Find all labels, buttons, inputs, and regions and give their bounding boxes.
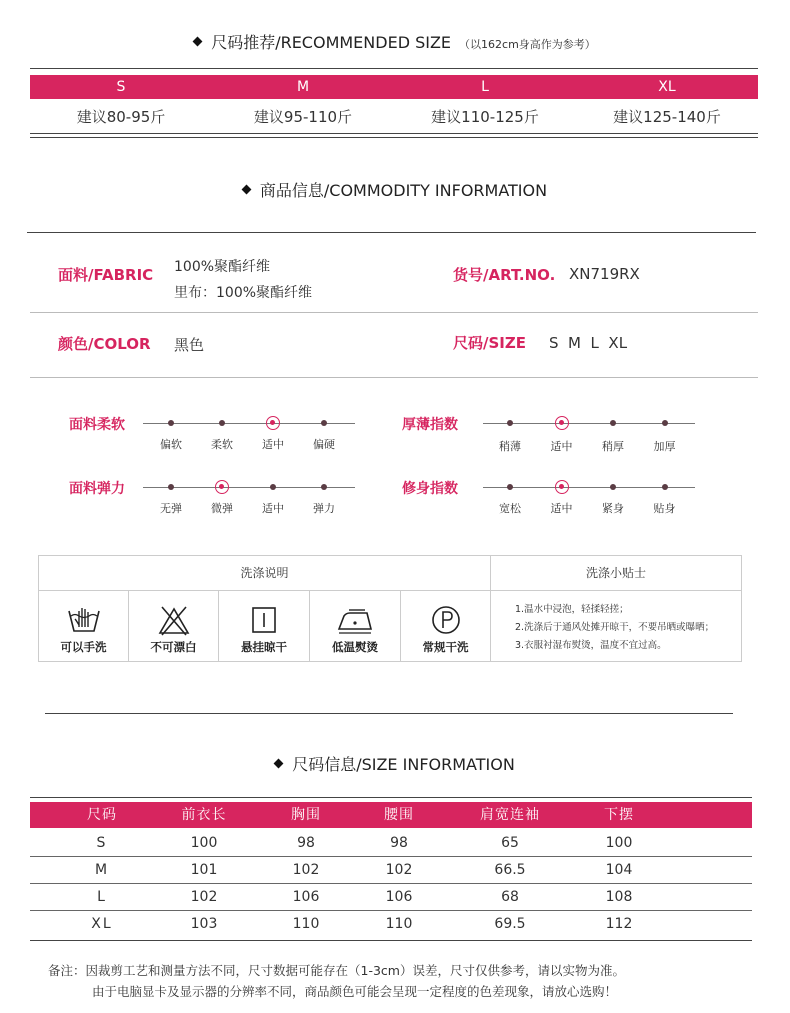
size-cell: L — [481, 79, 489, 95]
table-cell: 69.5 — [494, 916, 526, 932]
table-cell: 102 — [292, 862, 320, 878]
size-cell: S — [116, 79, 126, 95]
index-option-label: 贴身 — [653, 502, 676, 515]
index-option-label: 无弹 — [160, 502, 182, 515]
size-label: 尺码/SIZE — [453, 334, 526, 352]
wash-item-low-iron — [310, 591, 401, 662]
washing-tips — [515, 601, 714, 655]
index-selected-marker — [555, 480, 569, 494]
index-dot — [610, 420, 616, 426]
index-option-label: 偏硬 — [313, 438, 335, 451]
recommended-size-header — [30, 75, 758, 99]
table-cell: 65 — [501, 835, 519, 851]
footnote-line-2: 由于电脑显卡及显示器的分辨率不同，商品颜色可能会呈现一定程度的色差现象，请放心选购！ — [92, 984, 618, 999]
index-option-label: 稍薄 — [499, 440, 521, 453]
table-cell: 108 — [605, 889, 633, 905]
washing-instructions-header: 洗涤说明 — [39, 556, 491, 591]
divider — [45, 713, 733, 714]
hang-dry-icon — [246, 603, 282, 637]
table-cell: 106 — [292, 889, 320, 905]
diamond-bullet-icon — [274, 759, 284, 769]
index-dot — [168, 484, 174, 490]
index-label: 面料柔软 — [69, 417, 125, 433]
header-cell: 胸围 — [291, 807, 321, 823]
header-cell: 尺码 — [87, 807, 117, 823]
index-label: 修身指数 — [402, 481, 458, 497]
index-option-label: 适中 — [262, 502, 284, 515]
index-label: 面料弹力 — [69, 481, 125, 497]
index-option-label: 宽松 — [499, 502, 521, 515]
washing-table — [38, 555, 742, 662]
tip-line: 3.衣服衬湿布熨烫，温度不宜过高。 — [515, 640, 667, 651]
weight-cell: 建议110-125斤 — [431, 108, 539, 126]
low-iron-icon — [335, 603, 375, 637]
index-dot — [610, 484, 616, 490]
weight-cell: 建议125-140斤 — [613, 108, 721, 126]
tip-line: 2.洗涤后于通风处摊开晾干，不要吊晒或曝晒； — [515, 622, 715, 633]
table-cell: 110 — [385, 916, 413, 932]
art-no-label: 货号/ART.NO. — [453, 266, 556, 284]
table-cell: 66.5 — [494, 862, 526, 878]
header-cell: 肩宽连袖 — [480, 807, 540, 823]
index-option-label: 柔软 — [211, 438, 233, 451]
index-selected-marker — [215, 480, 229, 494]
index-option-label: 适中 — [550, 440, 573, 453]
index-option-label: 微弹 — [211, 502, 233, 515]
tip-line: 1.温水中浸泡，轻揉轻搓； — [515, 604, 629, 615]
table-cell: 100 — [605, 835, 633, 851]
table-row — [30, 884, 752, 910]
header-cell: 前衣长 — [181, 807, 227, 823]
no-bleach-icon — [156, 603, 192, 637]
index-option-label: 加厚 — [653, 440, 676, 453]
color-value: 黑色 — [174, 336, 205, 354]
table-cell: 103 — [190, 916, 218, 932]
table-cell: L — [97, 889, 107, 905]
recommended-weight-row — [30, 106, 758, 130]
table-cell: 112 — [605, 916, 633, 932]
wash-item-hand-wash — [39, 591, 129, 662]
fabric-label: 面料/FABRIC — [58, 266, 154, 284]
divider — [30, 137, 758, 138]
table-cell: M — [94, 862, 110, 878]
table-cell: 101 — [190, 862, 218, 878]
index-dot — [662, 420, 668, 426]
table-row — [30, 857, 752, 883]
divider — [30, 377, 758, 378]
size-info-heading: 尺码信息/SIZE INFORMATION — [0, 752, 790, 775]
size-cell: M — [296, 79, 310, 95]
header-cell: 下摆 — [604, 807, 634, 823]
table-cell: 98 — [297, 835, 315, 851]
index-option-label: 适中 — [262, 438, 284, 451]
table-row — [30, 830, 752, 856]
table-cell: 110 — [292, 916, 320, 932]
index-dot — [321, 420, 327, 426]
table-row — [30, 911, 752, 937]
divider — [30, 133, 758, 134]
table-cell: 104 — [605, 862, 633, 878]
wash-item-no-bleach — [129, 591, 219, 662]
index-option-label: 弹力 — [313, 502, 335, 515]
header-cell: 腰围 — [384, 807, 414, 823]
index-option-label: 稍厚 — [602, 440, 624, 453]
wash-item-label: 可以手洗 — [60, 640, 107, 654]
table-cell: 102 — [385, 862, 413, 878]
index-dot — [321, 484, 327, 490]
index-dot — [507, 484, 513, 490]
index-dot — [662, 484, 668, 490]
footnote-line-1: 备注：因裁剪工艺和测量方法不同，尺寸数据可能存在（1-3cm）误差，尺寸仅供参考，请以实物为准。 — [48, 963, 625, 978]
size-cell: XL — [658, 79, 676, 95]
weight-cell: 建议80-95斤 — [76, 108, 166, 126]
index-label: 厚薄指数 — [402, 417, 458, 433]
wash-item-label: 低温熨烫 — [332, 640, 378, 654]
divider — [30, 312, 758, 313]
diamond-bullet-icon — [241, 185, 251, 195]
index-option-label: 紧身 — [602, 502, 624, 515]
diamond-bullet-icon — [193, 37, 203, 47]
washing-tips-header: 洗涤小贴士 — [491, 556, 741, 591]
wash-item-hang-dry — [219, 591, 310, 662]
table-cell: 106 — [385, 889, 413, 905]
table-cell: XL — [91, 916, 113, 932]
table-cell: 100 — [190, 835, 218, 851]
art-no-value: XN719RX — [569, 265, 640, 283]
table-cell: 102 — [190, 889, 218, 905]
index-dot — [168, 420, 174, 426]
index-dot — [219, 420, 225, 426]
index-dot — [507, 420, 513, 426]
wash-item-dry-clean — [401, 591, 491, 662]
index-selected-marker — [266, 416, 280, 430]
fabric-value: 100%聚酯纤维 — [174, 259, 271, 275]
table-cell: S — [96, 835, 108, 851]
size-value: S M L XL — [549, 334, 628, 352]
dry-clean-icon — [428, 603, 464, 637]
lining-value: 里布：100%聚酯纤维 — [174, 285, 313, 301]
wash-item-label: 悬挂晾干 — [241, 640, 287, 654]
index-option-label: 适中 — [550, 502, 573, 515]
index-selected-marker — [555, 416, 569, 430]
table-cell: 68 — [501, 889, 519, 905]
weight-cell: 建议95-110斤 — [253, 108, 353, 126]
index-option-label: 偏软 — [160, 438, 182, 451]
recommended-size-heading: 尺码推荐/RECOMMENDED SIZE （以162cm身高作为参考） — [0, 30, 790, 53]
index-dot — [270, 484, 276, 490]
divider — [30, 68, 758, 69]
hand-wash-icon — [66, 603, 102, 637]
color-label: 颜色/COLOR — [58, 335, 151, 353]
commodity-info-heading: 商品信息/COMMODITY INFORMATION — [0, 178, 790, 201]
table-cell: 98 — [390, 835, 408, 851]
divider — [27, 232, 756, 233]
size-table-header — [30, 802, 752, 828]
wash-item-label: 不可漂白 — [150, 640, 197, 654]
divider — [30, 940, 752, 941]
divider — [30, 797, 752, 798]
wash-item-label: 常规干洗 — [422, 640, 469, 654]
